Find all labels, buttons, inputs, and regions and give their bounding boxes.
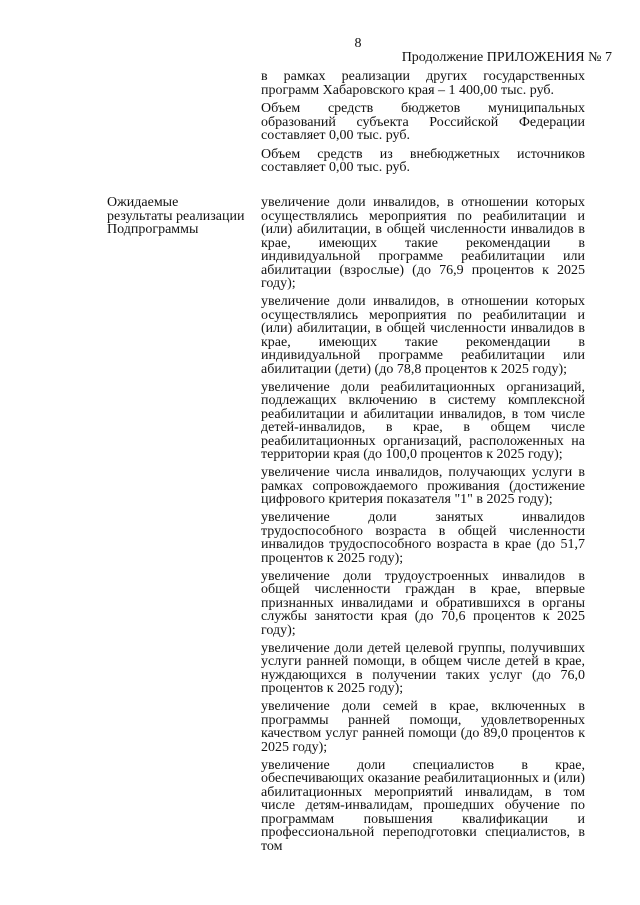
result-item: увеличение числа инвалидов, получающих услуги в рамках сопровождаемого проживания (достижение цифрового критерия показателя "1" в 2025 году); <box>261 465 585 507</box>
appendix-header: Продолжение ПРИЛОЖЕНИЯ № 7 <box>401 50 612 65</box>
funding-continuation <box>261 70 585 175</box>
paragraph: Объем средств из внебюджетных источников составляет 0,00 тыс. руб. <box>261 146 585 175</box>
result-item: увеличение доли инвалидов, в отношении которых осуществлялись мероприятия по реабилитации и (или) абилитации, в общей численности инвалидов в крае, имеющих такие рекомендации в индивидуальной программе реабилитации или абилитации (взрослые) (до 76,9 процентов к 2025 году); <box>261 195 585 291</box>
result-item: увеличение доли трудоустроенных инвалидов в общей численности граждан в крае, впервые признанных инвалидами и обратившихся в органы службы занятости края (до 70,6 процентов к 2025 году); <box>261 568 585 638</box>
result-item: увеличение доли занятых инвалидов трудоспособного возраста в общей численности инвалидов трудоспособного возраста в крае (до 51,7 процентов к 2025 году); <box>261 510 585 566</box>
row-label: Ожидаемые результаты реализации Подпрограммы <box>107 195 245 237</box>
paragraph: в рамках реализации других государственных программ Хабаровского края – 1 400,00 тыс. руб. <box>261 69 585 98</box>
page-number: 8 <box>354 36 362 51</box>
expected-results <box>261 196 585 853</box>
result-item: увеличение доли инвалидов, в отношении которых осуществлялись мероприятия по реабилитации и (или) абилитации, в общей численности инвалидов в крае, имеющих такие рекомендации в индивидуальной программе реабилитации или абилитации (дети) (до 78,8 процентов к 2025 году); <box>261 294 585 377</box>
result-item: увеличение доли семей в крае, включенных в программы ранней помощи, удовлетворенных качеством услуг ранней помощи (до 89,0 процентов к 2025 году); <box>261 699 585 755</box>
result-item: увеличение доли реабилитационных организаций, подлежащих включению в систему комплексной реабилитации и абилитации инвалидов, в том числе детей-инвалидов, в крае, в общем числе реабилитационных организаций, расположенных на территории края (до 100,0 процентов к 2025 году); <box>261 379 585 462</box>
result-item: увеличение доли специалистов в крае, обеспечивающих оказание реабилитационных и (или) абилитационных мероприятий инвалидам, в том числе детям-инвалидам, прошедших обучение по программам повышения квалификации и профессиональной переподготовки специалистов, в том <box>261 757 585 854</box>
result-item: увеличение доли детей целевой группы, получивших услуги ранней помощи, в общем числе детей в крае, нуждающихся в получении таких услуг (до 76,0 процентов к 2025 году); <box>261 640 585 696</box>
paragraph: Объем средств бюджетов муниципальных образований субъекта Российской Федерации составляет 0,00 тыс. руб. <box>261 101 585 143</box>
